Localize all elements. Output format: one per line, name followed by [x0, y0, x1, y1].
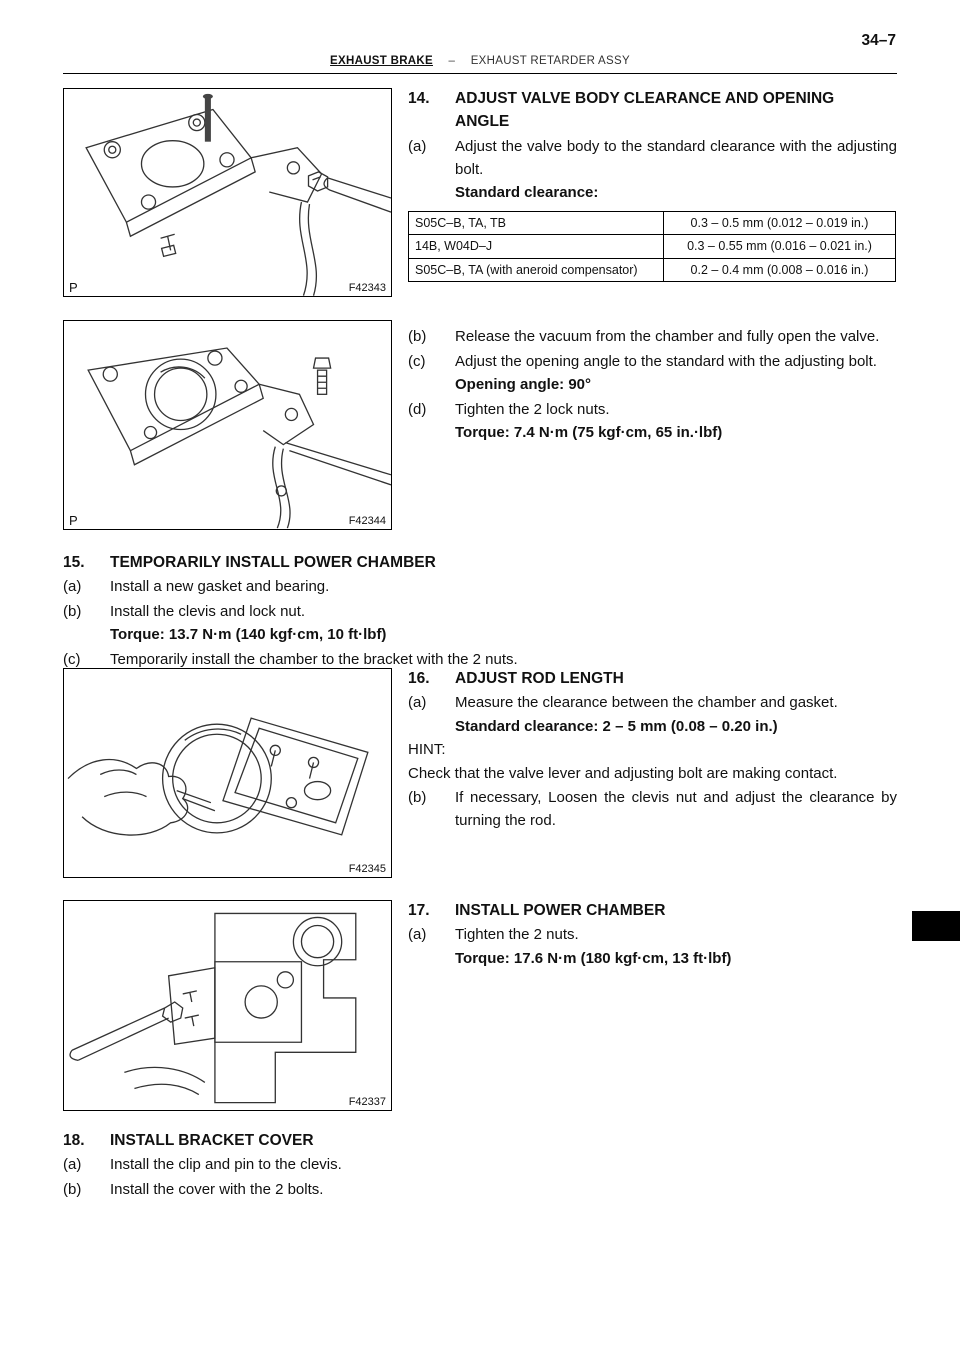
step-14-item-b	[408, 326, 897, 349]
item-text: Install a new gasket and bearing.	[110, 578, 330, 595]
item-label: (b)	[408, 789, 427, 806]
step-number: 15.	[63, 554, 85, 571]
figure-f42337	[63, 900, 392, 1111]
step-17-item-a	[408, 924, 897, 947]
step-number: 16.	[408, 670, 430, 687]
header-assembly-title: EXHAUST RETARDER ASSY	[470, 55, 630, 67]
step-16-heading	[408, 667, 897, 690]
step-18-item-a	[63, 1154, 763, 1177]
figure-code: F42345	[348, 863, 386, 875]
item-label: (b)	[408, 328, 427, 345]
header-rule	[63, 73, 897, 74]
page-number: 34–7	[861, 32, 896, 49]
item-text: Install the clip and pin to the clevis.	[110, 1156, 342, 1173]
item-label: (a)	[408, 926, 427, 943]
item-text: Install the clevis and lock nut.	[110, 602, 306, 620]
step-14-item-a	[408, 136, 897, 181]
item-label: (d)	[408, 400, 427, 418]
item-text: Tighten the 2 nuts.	[455, 926, 579, 943]
figure-corner-label: P	[69, 280, 78, 295]
step-number: 14.	[408, 90, 430, 107]
step-number: 18.	[63, 1132, 85, 1149]
step-18	[63, 1129, 763, 1201]
table-cell-model: S05C–B, TA, TB	[409, 211, 664, 235]
figure-corner-label: P	[69, 513, 78, 528]
step-16	[408, 667, 897, 832]
figure-f42345-illustration	[64, 669, 391, 877]
step-16-item-a	[408, 692, 897, 715]
step-15	[63, 551, 899, 671]
step-17	[408, 899, 897, 970]
hint-text: Check that the valve lever and adjusting bolt are making contact.	[408, 764, 838, 782]
figure-f42343-illustration	[64, 89, 391, 296]
item-text: Measure the clearance between the chamber and gasket.	[455, 694, 838, 711]
figure-code: F42344	[348, 515, 386, 527]
clearance-spec-table	[408, 211, 896, 283]
step-14-heading	[408, 87, 897, 133]
figure-f42345	[63, 668, 392, 878]
figure-f42344-illustration	[64, 321, 391, 529]
item-text: Temporarily install the chamber to the bracket with the 2 nuts.	[110, 650, 518, 668]
item-text: Release the vacuum from the chamber and fully open the valve.	[455, 328, 880, 345]
figure-f42337-illustration	[64, 901, 391, 1110]
item-text: Adjust the valve body to the standard clearance with the adjusting bolt.	[455, 138, 897, 178]
step-title: ADJUST VALVE BODY CLEARANCE AND OPENING ANGLE	[455, 90, 835, 130]
table-cell-value: 0.3 – 0.5 mm (0.012 – 0.019 in.)	[664, 211, 896, 235]
step-title: TEMPORARILY INSTALL POWER CHAMBER	[110, 554, 436, 571]
hint-label: HINT:	[408, 741, 446, 758]
item-label: (b)	[63, 602, 82, 620]
section-marker-tab	[912, 911, 960, 941]
table-row	[409, 235, 896, 259]
opening-angle-spec: Opening angle: 90°	[455, 376, 592, 393]
item-label: (a)	[63, 578, 82, 595]
step-15-item-a	[63, 576, 899, 599]
step-16-item-b	[408, 787, 897, 832]
table-row	[409, 211, 896, 235]
step-17-heading	[408, 899, 897, 922]
item-label: (a)	[63, 1156, 82, 1173]
item-label: (b)	[63, 1180, 82, 1198]
step-title: INSTALL POWER CHAMBER	[455, 902, 666, 919]
figure-code: F42337	[348, 1096, 386, 1108]
step-18-heading	[63, 1129, 763, 1152]
step-title: INSTALL BRACKET COVER	[110, 1132, 314, 1149]
step-15-item-b	[63, 601, 899, 624]
item-text: Adjust the opening angle to the standard with the adjusting bolt.	[455, 352, 877, 370]
step-number: 17.	[408, 902, 430, 919]
step-14-item-d	[408, 399, 897, 422]
item-label: (c)	[63, 650, 81, 668]
header-separator: –	[448, 55, 456, 67]
step-18-item-b	[63, 1179, 763, 1202]
spec-caption: Standard clearance:	[455, 184, 599, 201]
step-15-heading	[63, 551, 899, 574]
item-text: If necessary, Loosen the clevis nut and adjust the clearance by turning the rod.	[455, 789, 897, 829]
page-header	[63, 55, 897, 67]
figure-f42344	[63, 320, 392, 530]
clearance-spec: Standard clearance: 2 – 5 mm (0.08 – 0.20 in.)	[455, 717, 778, 735]
step-14-item-c	[408, 351, 897, 374]
figure-f42343	[63, 88, 392, 297]
torque-spec: Torque: 7.4 N·m (75 kgf·cm, 65 in.·lbf)	[455, 424, 723, 441]
header-section-title: EXHAUST BRAKE	[330, 55, 433, 67]
figure-code: F42343	[348, 282, 386, 294]
item-text: Install the cover with the 2 bolts.	[110, 1180, 324, 1198]
torque-spec: Torque: 13.7 N·m (140 kgf·cm, 10 ft·lbf)	[110, 626, 387, 643]
table-cell-value: 0.3 – 0.55 mm (0.016 – 0.021 in.)	[664, 235, 896, 259]
step-title: ADJUST ROD LENGTH	[455, 670, 624, 687]
torque-spec: Torque: 17.6 N·m (180 kgf·cm, 13 ft·lbf)	[455, 949, 732, 967]
step-14	[408, 87, 897, 445]
item-label: (a)	[408, 138, 427, 155]
table-cell-model: S05C–B, TA (with aneroid compensator)	[409, 258, 664, 282]
item-label: (a)	[408, 694, 427, 711]
table-cell-model: 14B, W04D–J	[409, 235, 664, 259]
item-label: (c)	[408, 352, 426, 370]
table-cell-value: 0.2 – 0.4 mm (0.008 – 0.016 in.)	[664, 258, 896, 282]
table-row	[409, 258, 896, 282]
item-text: Tighten the 2 lock nuts.	[455, 400, 610, 418]
